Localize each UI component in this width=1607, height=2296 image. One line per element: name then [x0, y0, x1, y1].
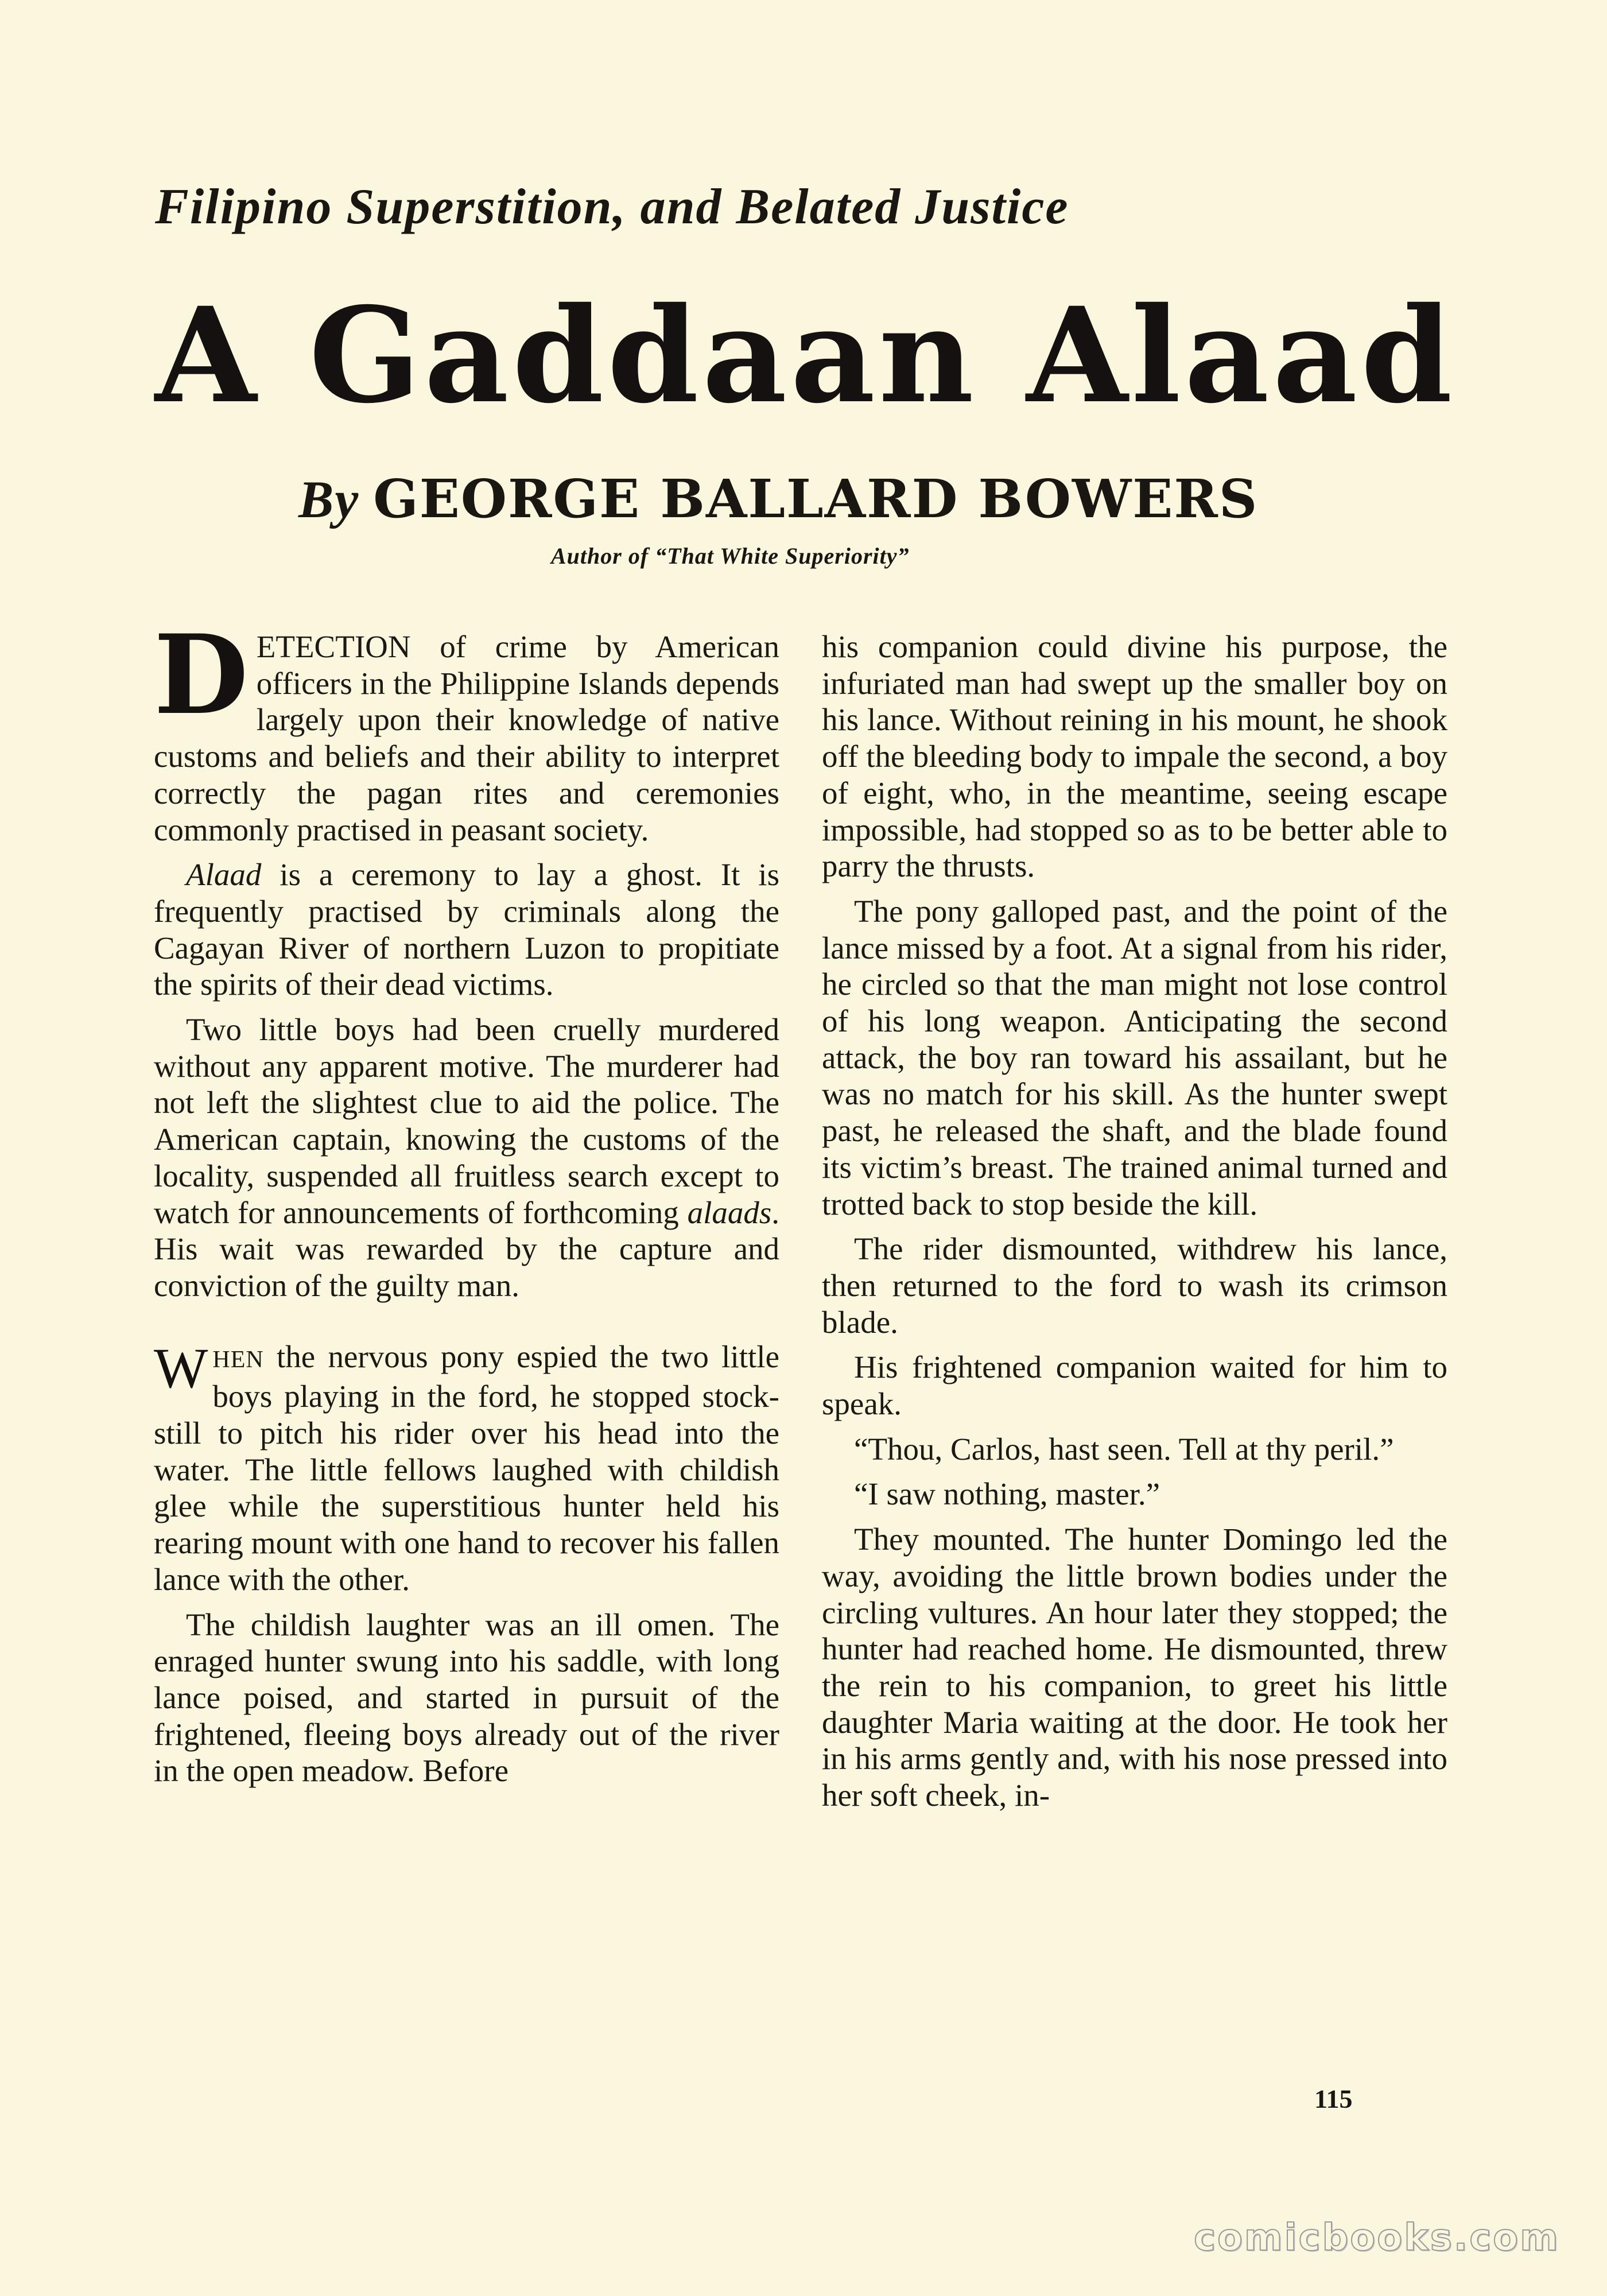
paragraph — [154, 1607, 779, 1790]
paragraph-text: Two little boys had been cruelly murdered without any apparent motive. The murderer had not left the slightest clue to aid the police. The American captain, knowing the customs of the locality, suspended all fruitless search except to watch for announcements of forthcoming — [154, 1012, 779, 1230]
paragraph — [154, 1336, 779, 1598]
paragraph-text: . His wait was rewarded by the capture and conviction of the guilty man. — [154, 1194, 779, 1303]
page-number: 115 — [1314, 2084, 1353, 2113]
byline — [298, 468, 1504, 530]
left-column — [154, 611, 779, 1798]
paragraph: “Thou, Carlos, hast seen. Tell at thy peril.” — [854, 1431, 1394, 1467]
site-watermark: comicbooks.com — [1194, 2217, 1560, 2259]
paragraph: his companion could divine his purpose, the infuriated man had swept up the smaller boy on his lance. Without reining in his mount, he shook off the bleeding body to impale the second, a boy of eight, who, in the meantime, seeing escape impossible, had stopped so as to be better able to parry the thrusts. — [822, 629, 1447, 884]
small-caps: HEN — [212, 1346, 264, 1373]
paragraph: The rider dismounted, withdrew his lance, then returned to the ford to wash its crimson blade. — [822, 1231, 1447, 1340]
paragraph-text: is a ceremony to lay a ghost. It is frequently practised by criminals along the Cagayan River of northern Luzon to propitiate the spirits of their dead victims. — [154, 857, 779, 1002]
story-kicker: Filipino Superstition, and Belated Justice — [155, 179, 1069, 235]
emphasis: alaads — [687, 1194, 772, 1230]
paragraph: “I saw nothing, master.” — [854, 1476, 1160, 1512]
emphasis: Alaad — [186, 857, 262, 893]
paragraph: The pony galloped past, and the point of the lance missed by a foot. At a signal from his rider, he circled so that the man might not lose control of his long weapon. Anticipating the second attack, the boy ran toward his assailant, but he was no match for his skill. As the hunter swept past, he released the shaft, and the blade found its victim’s breast. The trained animal turned and trotted back to stop beside the kill. — [822, 893, 1447, 1221]
paragraph — [154, 1011, 779, 1304]
paragraph-text: ETECTION of crime by American officers in the Philippine Islands depends largely upon their knowledge of native customs and beliefs and their ability to interpret correctly the pagan rites and ceremonies commonly practised in peasant society. — [154, 629, 779, 847]
paragraph — [154, 611, 779, 848]
author-credit: Author of “That White Superiority” — [551, 543, 910, 569]
paragraph-text: The childish laughter was an ill omen. The enraged hunter swung into his saddle, with long lance poised, and started in pursuit of the frightened, fleeing boys already out of the river in the open meadow. Before — [154, 1607, 779, 1789]
story-title: A Gaddaan Alaad — [155, 278, 1456, 432]
drop-cap: W — [154, 1336, 208, 1400]
paragraph-text: the nervous pony espied the two little boys playing in the ford, he stopped stock-still to pitch his rider over his head into the water. The little fellows laughed with childish glee while the superstitious hunter held his rearing mount with one hand to recover his fallen lance with the other. — [154, 1339, 779, 1597]
right-column — [822, 629, 1447, 1822]
paragraph: His frightened companion waited for him to speak. — [822, 1349, 1447, 1422]
paragraph — [154, 856, 779, 1003]
drop-cap: D — [154, 611, 249, 739]
paragraph: They mounted. The hunter Domingo led the way, avoiding the little brown bodies under the circling vultures. An hour later they stopped; the hunter had reached home. He dismounted, threw the rein to his companion, to greet his little daughter Maria waiting at the door. He took her in his arms gently and, with his nose pressed into her soft cheek, in- — [822, 1522, 1447, 1813]
author-name: GEORGE BALLARD BOWERS — [373, 468, 1259, 530]
byline-prefix: By — [298, 470, 360, 529]
